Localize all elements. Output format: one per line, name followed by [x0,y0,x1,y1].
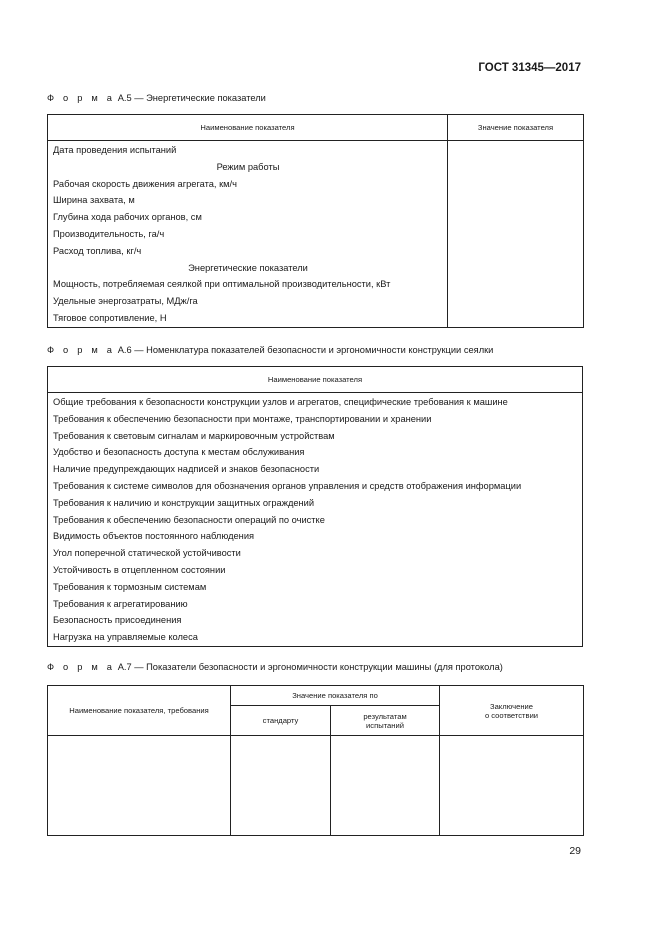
form-a7-col-standard: стандарту [231,706,331,736]
form-a7-cell-results[interactable] [331,736,440,836]
form-a6-row: Угол поперечной статической устойчивости [53,548,241,559]
form-a6-row: Общие требования к безопасности конструкции узлов и агрегатов, специфические требования к машине [53,397,508,407]
form-a7-cell-conclusion[interactable] [440,736,584,836]
form-a6-row: Требования к наличию и конструкции защитных ограждений [53,497,315,508]
form-a7-results-line1: результатам [363,711,407,721]
form-a6-row: Видимость объектов постоянного наблюдения [53,531,255,542]
form-a6-row: Требования к системе символов для обозначения органов управления и средств отображения информации [53,480,522,491]
form-a5-row: Режим работы [216,161,280,172]
form-a7-title-text: А.7 — Показатели безопасности и эргономичности конструкции машины (для протокола) [117,662,503,672]
form-a6-row: Требования к тормозным системам [53,581,207,592]
form-a6-title [47,345,493,355]
form-a6-prefix: Ф о р м а [47,345,116,355]
form-a6-title-text: А.6 — Номенклатура показателей безопасности и эргономичности конструкции сеялки [117,345,494,355]
form-a7-results-line2: испытаний [366,720,404,730]
form-a5-title [47,93,266,103]
form-a7-cell-standard[interactable] [231,736,331,836]
form-a7-col-results [331,706,440,736]
form-a6-row: Наличие предупреждающих надписей и знаков безопасности [53,464,320,475]
form-a6-row: Требования к обеспечению безопасности операций по очистке [53,514,325,525]
form-a7-title [47,662,503,672]
form-a5-row: Глубина хода рабочих органов, см [53,212,202,223]
form-a5-row: Удельные энергозатраты, МДж/га [53,296,198,307]
form-a5-row: Мощность, потребляемая сеялкой при оптимальной производительности, кВт [53,279,391,290]
form-a7-conclusion-line2: о соответствии [484,710,539,720]
form-a7-col-name: Наименование показателя, требования [48,686,231,736]
form-a6-table [47,366,583,647]
form-a5-col-name: Наименование показателя [48,115,448,141]
form-a5-row: Ширина захвата, м [53,195,135,206]
form-a5-row: Производительность, га/ч [53,228,165,239]
page-number: 29 [569,845,581,857]
form-a7-col-conclusion [440,686,584,736]
document-code: ГОСТ 31345—2017 [478,62,581,74]
form-a5-rows [48,141,448,328]
form-a7-table [47,685,584,836]
form-a6-row: Удобство и безопасность доступа к местам обслуживания [53,447,305,458]
form-a6-col-name: Наименование показателя [48,367,583,393]
form-a5-table [47,114,584,328]
form-a5-row: Энергетические показатели [188,262,308,273]
form-a6-rows [48,393,583,647]
form-a7-col-value-group: Значение показателя по [231,686,440,706]
form-a5-row: Рабочая скорость движения агрегата, км/ч [53,178,237,189]
form-a6-row: Нагрузка на управляемые колеса [53,632,198,643]
form-a6-row: Устойчивость в отцепленном состоянии [53,564,226,575]
form-a6-row: Требования к обеспечению безопасности при монтаже, транспортировании и хранении [53,413,432,424]
form-a7-conclusion-line1: Заключение [490,701,534,711]
form-a5-title-text: А.5 — Энергетические показатели [117,93,266,103]
form-a6-row: Требования к агрегатированию [53,598,188,609]
form-a5-col-value: Значение показателя [448,115,584,141]
form-a5-row: Дата проведения испытаний [53,145,177,155]
form-a6-row: Требования к световым сигналам и маркировочным устройствам [53,430,335,441]
form-a7-prefix: Ф о р м а [47,662,116,672]
form-a5-row: Расход топлива, кг/ч [53,245,142,256]
form-a6-row: Безопасность присоединения [53,615,182,626]
form-a7-cell-name[interactable] [48,736,231,836]
form-a5-row: Тяговое сопротивление, Н [53,312,167,323]
form-a5-prefix: Ф о р м а [47,93,116,103]
form-a5-value-cell[interactable] [448,141,584,328]
